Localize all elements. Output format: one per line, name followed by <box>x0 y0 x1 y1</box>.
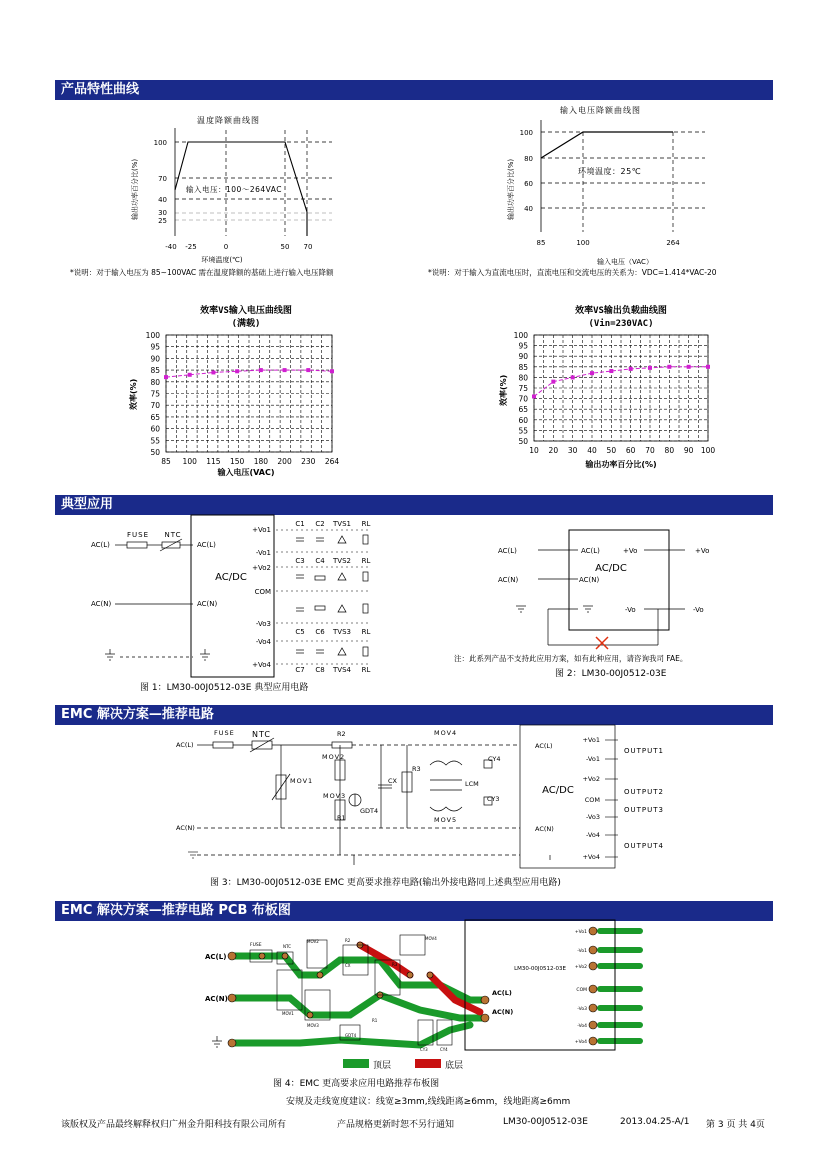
pcb-cy3: CY3 <box>420 1047 428 1052</box>
eff-load-data-point <box>629 367 633 371</box>
eff-load-ytick: 90 <box>518 352 528 362</box>
fig1-acn-pin: AC(N) <box>197 600 218 608</box>
fig3-acl-pin: AC(L) <box>535 742 553 750</box>
section-header-pcb: EMC 解决方案—推荐电路 PCB 布板图 <box>55 901 773 921</box>
eff-vin-xtick: 200 <box>277 457 292 466</box>
fig2-note: 注：此系列产品不支持此应用方案，如有此种应用，请咨询我司 FAE。 <box>454 654 688 663</box>
fig3-mov1: MOV1 <box>290 777 314 785</box>
chart1-ytick-70: 70 <box>158 175 167 183</box>
eff-vin-xtick: 180 <box>253 457 269 466</box>
eff-load-xtick: 40 <box>587 446 597 455</box>
eff-load-ytick: 60 <box>518 415 528 425</box>
eff-load-xtick: 100 <box>700 446 716 455</box>
pcb-ntc: NTC <box>283 944 291 949</box>
chart1-xtick-m40: -40 <box>165 243 177 251</box>
chart1-curve <box>175 142 307 236</box>
pcb-gdt4: GDT4 <box>345 1033 357 1038</box>
eff-vin-ytick: 85 <box>150 366 160 376</box>
eff-load-ytick: 75 <box>518 384 528 393</box>
chart2-note: *说明：对于输入为直流电压时，直流电压和交流电压的关系为：VDC=1.414*VAC-20 <box>428 268 717 277</box>
fig1-c7: C7 <box>295 666 305 674</box>
legend-top-swatch <box>343 1059 369 1068</box>
fig1-pin-vo4n: -Vo4 <box>255 638 271 646</box>
eff-vin-ytick: 55 <box>150 436 160 446</box>
fig3-mov4: MOV4 <box>434 729 458 737</box>
fig3-module-label: AC/DC <box>542 785 574 796</box>
eff-load-data-point <box>667 365 671 369</box>
fig3-output3: OUTPUT3 <box>624 806 664 814</box>
chart1-annotation: 输入电压：100～264VAC <box>186 185 283 194</box>
eff-load-ytick: 85 <box>518 362 528 372</box>
fig1-tvs3: TVS3 <box>333 628 351 636</box>
eff-load-xtick: 90 <box>683 446 694 455</box>
footer-date: 2013.04.25-A/1 <box>620 1117 690 1127</box>
chart1-xtick-70: 70 <box>303 243 313 251</box>
chart3-subtitle: (满载) <box>231 319 261 329</box>
eff-load-xtick: 80 <box>664 446 675 455</box>
pcb-pin-com: COM <box>576 988 587 993</box>
pcb-pin-vo1p: +Vo1 <box>574 930 587 935</box>
chart2-annotation: 环境温度：25℃ <box>578 167 642 176</box>
pcb-mov2: MOV2 <box>307 939 319 944</box>
eff-vin-xtick: 264 <box>324 457 340 466</box>
fig3-acl-in: AC(L) <box>176 741 194 749</box>
chart1-xlabel: 环境温度(℃) <box>201 256 243 264</box>
eff-vin-ytick: 70 <box>150 401 160 411</box>
eff-load-ytick: 65 <box>518 405 528 415</box>
fig3-cx: CX <box>388 777 397 785</box>
pcb-pin-vo1n: -Vo1 <box>577 949 587 954</box>
pcb-trace-acn <box>232 995 485 1018</box>
fig2-acn-pin: AC(N) <box>579 576 600 584</box>
pcb-trace-gnd <box>232 1025 470 1045</box>
eff-vin-xtick: 100 <box>182 457 197 466</box>
fig1-tvs4: TVS4 <box>333 666 351 674</box>
pcb-acn-pin: AC(N) <box>492 1008 514 1016</box>
fig1-rl2: RL <box>361 557 371 565</box>
pcb-r3: R3 <box>392 962 398 967</box>
fig3-pin-vo3n: -Vo3 <box>585 813 600 821</box>
eff-vin-data-point <box>283 368 287 372</box>
eff-vin-series-line <box>166 370 332 377</box>
pcb-r1: R1 <box>372 1018 378 1023</box>
chart1-ylabel: 输出功率百分比(%) <box>131 158 139 220</box>
fig1-pin-vo2p: +Vo2 <box>252 564 271 572</box>
chart1-xtick-m25: -25 <box>185 243 197 251</box>
eff-load-ytick: 70 <box>518 394 528 404</box>
eff-load-data-point <box>551 380 555 384</box>
section-header-curves: 产品特性曲线 <box>55 80 773 100</box>
eff-load-ytick: 50 <box>518 437 528 446</box>
chart1-xtick-50: 50 <box>280 243 290 251</box>
pcb-pin-vo2p: +Vo2 <box>574 965 587 970</box>
eff-load-data-point <box>571 375 575 379</box>
eff-vin-data-point <box>306 368 310 372</box>
eff-vin-ytick: 75 <box>150 389 160 399</box>
chart2-curve <box>541 132 673 158</box>
fig1-c2: C2 <box>315 520 325 528</box>
fig1-acl-in: AC(L) <box>91 541 110 549</box>
pcb-pin-vo3n: -Vo3 <box>577 1007 587 1012</box>
fig1-c5: C5 <box>295 628 305 636</box>
fig1-acl-pin: AC(L) <box>197 541 216 549</box>
pcb-trace-red2 <box>430 975 480 1012</box>
eff-vin-ytick: 50 <box>150 448 160 457</box>
pcb-r2: R2 <box>345 938 351 943</box>
chart2-ytick-80: 80 <box>524 155 533 163</box>
pcb-mov4: MOV4 <box>425 936 437 941</box>
fig3-pin-vo1p: +Vo1 <box>582 736 600 744</box>
eff-vin-xtick: 150 <box>229 457 245 466</box>
eff-vin-xtick: 230 <box>301 457 316 466</box>
fig1-rl3: RL <box>361 628 371 636</box>
chart2-ytick-40: 40 <box>524 205 533 213</box>
chart3-ylabel: 效率(%) <box>129 378 138 410</box>
fig1-fuse-label: FUSE <box>126 531 150 539</box>
fig1-caption: 图 1：LM30-00J0512-03E 典型应用电路 <box>140 683 309 693</box>
fig1-c4: C4 <box>315 557 325 565</box>
chart1-title: 温度降额曲线图 <box>197 116 260 125</box>
pcb-acn-label: AC(N) <box>205 995 228 1003</box>
eff-load-ytick: 95 <box>518 341 528 351</box>
chart2-ylabel: 输出功率百分比(%) <box>507 158 515 220</box>
fig1-c8: C8 <box>315 666 325 674</box>
eff-vin-ytick: 90 <box>150 354 160 364</box>
legend-bottom-label: 底层 <box>445 1061 464 1071</box>
eff-load-data-point <box>706 365 710 369</box>
chart1-note: *说明：对于输入电压为 85~100VAC 需在温度降额的基础上进行输入电压降额 <box>70 268 334 277</box>
fig1-pin-vo1n: -Vo1 <box>255 549 271 557</box>
fig3-output4: OUTPUT4 <box>624 842 664 850</box>
legend-bottom-swatch <box>415 1059 441 1068</box>
fig3-ntc: NTC <box>252 730 271 739</box>
eff-vin-ytick: 100 <box>145 331 160 340</box>
section-header-typical: 典型应用 <box>55 495 773 515</box>
fig1-tvs2: TVS2 <box>333 557 351 565</box>
eff-load-ytick: 55 <box>518 426 528 436</box>
eff-load-ytick: 80 <box>518 373 528 383</box>
fig1-module-label: AC/DC <box>215 572 247 583</box>
eff-load-plot-frame <box>534 335 708 441</box>
fig4-caption: 图 4：EMC 更高要求应用电路推荐布板图 <box>273 1079 440 1089</box>
fig2-module-box <box>569 530 669 630</box>
chart4-subtitle: (Vin=230VAC) <box>588 319 654 329</box>
eff-vin-ytick: 65 <box>150 412 160 422</box>
fig3-gdt4: GDT4 <box>360 807 379 815</box>
fig3-acn-in: AC(N) <box>176 824 195 832</box>
chart2-ytick-100: 100 <box>519 129 533 137</box>
fig3-r2: R2 <box>337 730 346 738</box>
pcb-acl-pin: AC(L) <box>492 989 512 997</box>
eff-load-series-line <box>534 367 708 397</box>
section-header-emc: EMC 解决方案—推荐电路 <box>55 705 773 725</box>
legend-top-label: 顶层 <box>373 1061 392 1071</box>
chart2-xtick-264: 264 <box>666 239 680 247</box>
eff-load-data-point <box>687 365 691 369</box>
footer-page: 第 3 页 共 4页 <box>706 1120 765 1130</box>
eff-load-xtick: 30 <box>567 446 578 455</box>
eff-vin-ytick: 95 <box>150 342 160 352</box>
chart3-xlabel: 输入电压(VAC) <box>217 468 275 477</box>
fig3-cy4: CY4 <box>488 755 501 763</box>
pcb-trace-red1 <box>360 945 410 975</box>
eff-load-data-point <box>590 371 594 375</box>
chart2-ytick-60: 60 <box>524 180 533 188</box>
fig3-pin-vo2p: +Vo2 <box>582 775 600 783</box>
pcb-mov3: MOV3 <box>307 1023 319 1028</box>
fig2-pos-pin: +Vo <box>623 547 638 555</box>
footer-copyright: 该版权及产品最终解释权归广州金升阳科技有限公司所有 <box>61 1120 287 1130</box>
fig2-acn-in: AC(N) <box>498 576 519 584</box>
pcb-pin-vo4p: +Vo4 <box>574 1040 587 1045</box>
fig1-module-box <box>191 515 274 677</box>
eff-vin-xtick: 85 <box>161 457 171 466</box>
chart2-xtick-100: 100 <box>576 239 590 247</box>
eff-load-data-point <box>532 394 536 398</box>
chart1-ytick-40: 40 <box>158 196 167 204</box>
pcb-cy4: CY4 <box>440 1047 448 1052</box>
fig1-c1: C1 <box>295 520 305 528</box>
eff-vin-plot-frame <box>166 335 332 452</box>
fig2-acl-pin: AC(L) <box>581 547 600 555</box>
pcb-acl-label: AC(L) <box>205 953 227 961</box>
fig3-fuse: FUSE <box>214 729 235 737</box>
fig1-tvs1: TVS1 <box>333 520 351 528</box>
fig2-module-label: AC/DC <box>595 563 627 574</box>
eff-vin-ytick: 80 <box>150 377 160 387</box>
eff-load-xtick: 10 <box>529 446 539 455</box>
fig2-neg-out: -Vo <box>693 606 704 614</box>
chart1-ytick-100: 100 <box>153 139 167 147</box>
eff-load-data-point <box>648 366 652 370</box>
fig1-pin-vo3n: -Vo3 <box>255 620 271 628</box>
fig1-pin-vo4p: +Vo4 <box>252 661 271 669</box>
fig3-r3: R3 <box>412 765 421 773</box>
chart2-title: 输入电压降额曲线图 <box>560 106 641 115</box>
fig1-c3: C3 <box>295 557 305 565</box>
eff-vin-data-point <box>259 368 263 372</box>
pcb-module-outline <box>465 920 615 1050</box>
chart4-xlabel: 输出功率百分比(%) <box>585 460 657 469</box>
chart4-ylabel: 效率(%) <box>499 374 508 406</box>
pcb-trace-acl <box>232 956 485 1000</box>
eff-load-xtick: 70 <box>645 446 655 455</box>
fig3-lcm: LCM <box>465 780 479 788</box>
fig3-r1: R1 <box>337 814 346 822</box>
eff-vin-ytick: 60 <box>150 424 160 434</box>
eff-load-xtick: 50 <box>606 446 617 455</box>
fig3-pin-vo4p: +Vo4 <box>582 853 600 861</box>
chart2-xtick-85: 85 <box>536 239 546 247</box>
fig3-mov2: MOV2 <box>322 753 346 761</box>
fig4-note: 安规及走线宽度建议：线宽≥3mm,线线距离≥6mm，线地距离≥6mm <box>286 1097 571 1107</box>
chart3-title: 效率VS输入电压曲线图 <box>200 306 292 316</box>
footer-notice: 产品规格更新时恕不另行通知 <box>337 1120 455 1130</box>
fig3-pin-com: COM <box>584 796 600 804</box>
eff-load-ytick: 100 <box>513 331 528 340</box>
chart1-xtick-0: 0 <box>223 243 229 251</box>
fig3-cy3: CY3 <box>487 795 500 803</box>
eff-vin-data-point <box>235 369 239 373</box>
fig3-pin-vo1n: -Vo1 <box>585 755 600 763</box>
fig2-caption: 图 2：LM30-00J0512-03E <box>555 669 667 679</box>
eff-load-data-point <box>609 369 613 373</box>
pcb-fuse: FUSE <box>250 943 262 948</box>
pcb-cx: CX <box>345 963 351 968</box>
fig1-rl4: RL <box>361 666 371 674</box>
fig1-rl1: RL <box>361 520 371 528</box>
fig3-output2: OUTPUT2 <box>624 788 664 796</box>
fig3-caption: 图 3：LM30-00J0512-03E EMC 更高要求推荐电路(输出外接电路同上述典型应用电路) <box>210 878 561 888</box>
fig3-pin-vo4n: -Vo4 <box>585 831 600 839</box>
eff-vin-data-point <box>211 370 215 374</box>
fig3-acn-pin: AC(N) <box>535 825 554 833</box>
eff-load-xtick: 60 <box>625 446 636 455</box>
eff-vin-data-point <box>188 373 192 377</box>
pcb-mov1: MOV1 <box>282 1011 294 1016</box>
chart2-xlabel: 输入电压（VAC） <box>597 258 653 266</box>
eff-vin-data-point <box>164 375 168 379</box>
fig3-mov3: MOV3 <box>323 792 347 800</box>
fig3-mov5: MOV5 <box>434 816 458 824</box>
chart4-title: 效率VS输出负载曲线图 <box>575 306 667 316</box>
chart1-ytick-25: 25 <box>158 217 167 225</box>
eff-load-xtick: 20 <box>548 446 559 455</box>
pcb-pin-vo4n: -Vo4 <box>577 1024 587 1029</box>
fig2-pos-out: +Vo <box>695 547 710 555</box>
eff-vin-xtick: 115 <box>206 457 221 466</box>
fig1-acn-in: AC(N) <box>91 600 112 608</box>
fig2-acl-in: AC(L) <box>498 547 517 555</box>
fig1-ntc-label: NTC <box>164 531 182 539</box>
fig1-c6: C6 <box>315 628 325 636</box>
eff-vin-data-point <box>330 369 334 373</box>
pcb-module-label: LM30-00J0512-03E <box>514 966 566 972</box>
fig1-pin-vo1p: +Vo1 <box>252 526 271 534</box>
fig1-pin-com: COM <box>254 588 271 596</box>
fig3-output1: OUTPUT1 <box>624 747 664 755</box>
fig2-neg-pin: -Vo <box>625 606 636 614</box>
chart1-ytick-30: 30 <box>158 209 167 217</box>
footer-model: LM30-00J0512-03E <box>503 1117 588 1127</box>
